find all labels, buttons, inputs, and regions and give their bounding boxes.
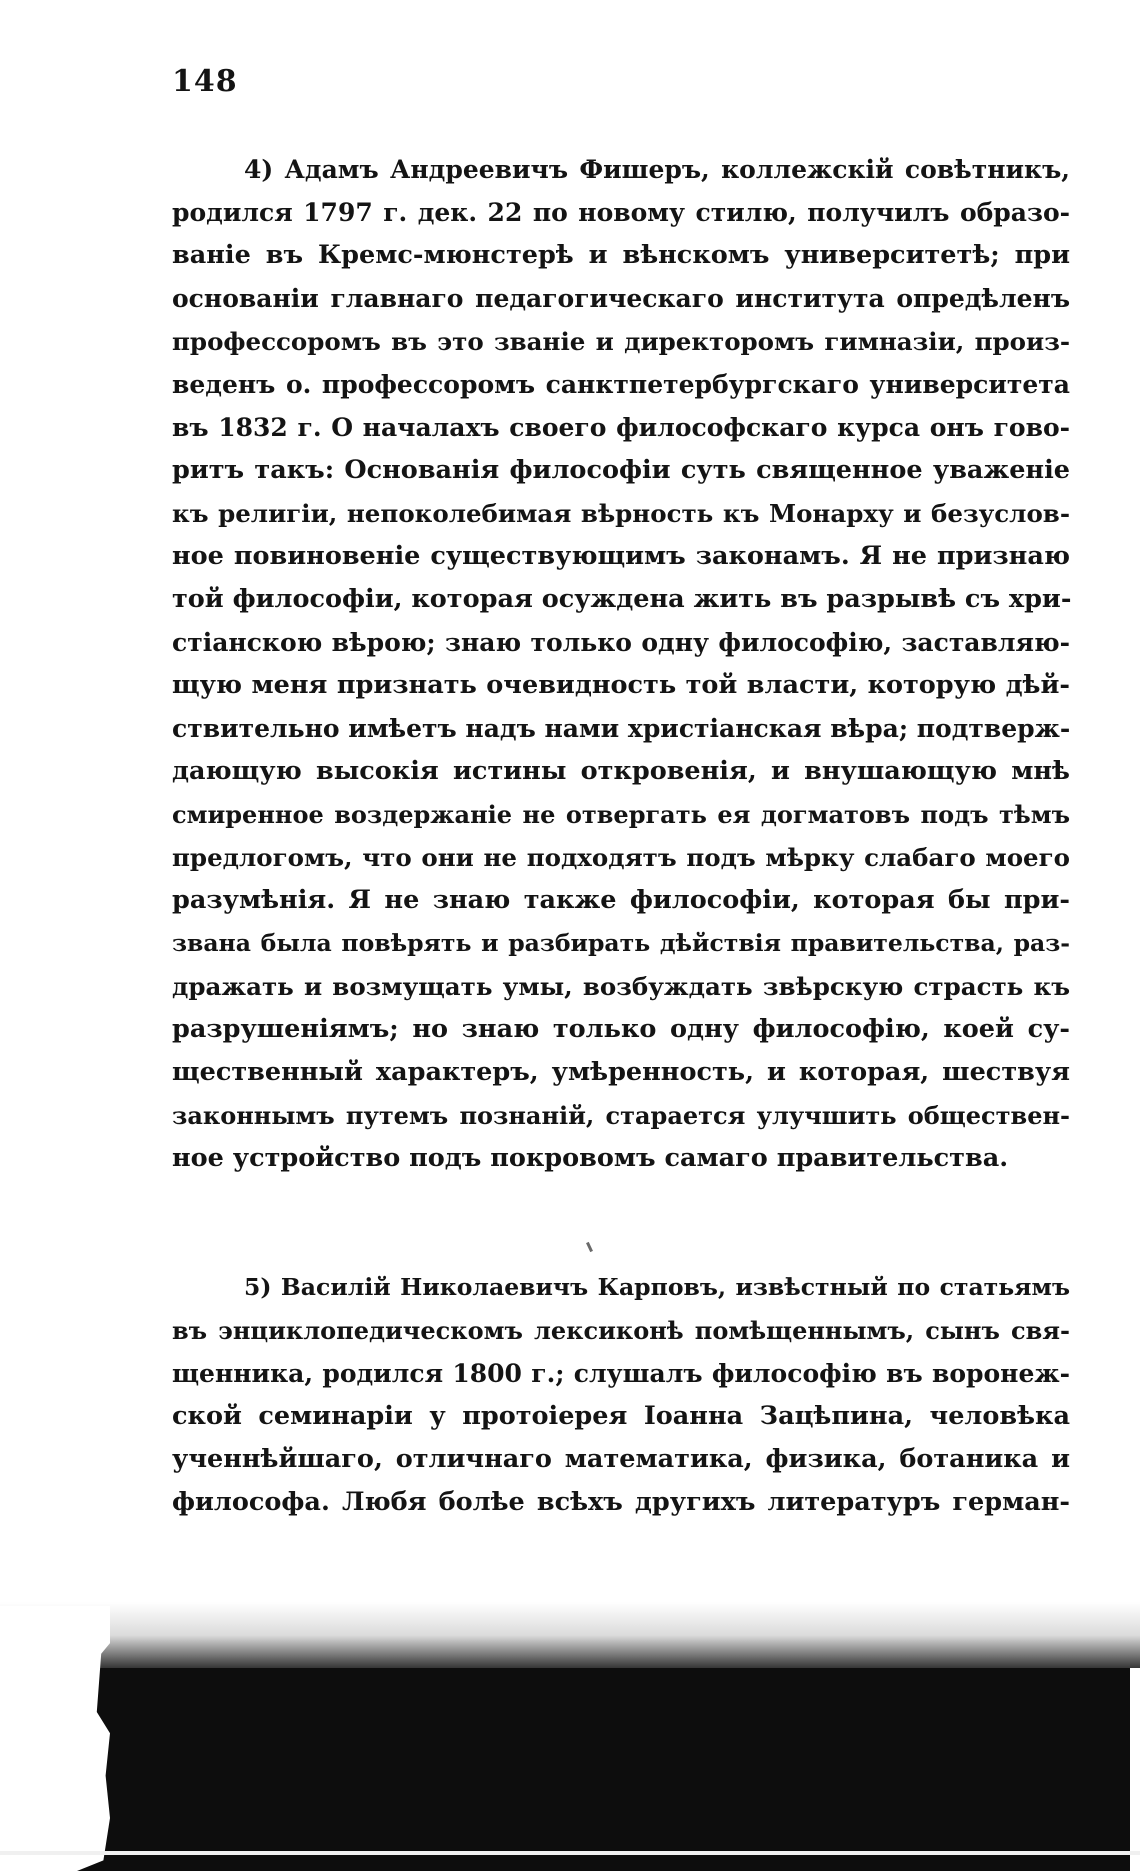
stray-mark [586,1242,593,1252]
text-line: профессоромъ въ это званіе и директоромъ гимназіи, произ- [172,327,1070,356]
text-line: въ энциклопедическомъ лексиконѣ помѣщеннымъ, сынъ свя- [172,1316,1070,1345]
text-line: той философіи, которая осуждена жить въ разрывѣ съ хри- [172,584,1072,614]
text-line: ваніе въ Кремс-мюнстерѣ и вѣнскомъ университетѣ; при [172,240,1070,270]
page-corner [0,1606,110,1871]
text-line: разумѣнія. Я не знаю также философіи, которая бы при- [172,885,1070,915]
text-line: основаніи главнаго педагогическаго института опредѣленъ [172,284,1070,313]
text-line: законнымъ путемъ познаній, старается улучшить обществен- [172,1101,1070,1130]
text-line: ное повиновеніе существующимъ законамъ. Я не признаю [172,541,1070,571]
page-right-margin [1130,1668,1140,1871]
text-line: къ религіи, непоколебимая вѣрность къ Монарху и безуслов- [172,499,1070,528]
text-line: дражать и возмущать умы, возбуждать звѣрскую страсть къ [172,972,1070,1001]
text-line: ное устройство подъ покровомъ самаго правительства. [172,1143,1009,1173]
text-line: разрушеніямъ; но знаю только одну философію, коей су- [172,1014,1070,1044]
text-line: философа. Любя болѣе всѣхъ другихъ литературъ герман- [172,1487,1070,1517]
text-line: звана была повѣрять и разбирать дѣйствія правительства, раз- [172,929,1070,957]
text-line: дающую высокія истины откровенія, и внушающую мнѣ [172,756,1070,786]
text-line: родился 1797 г. дек. 22 по новому стилю, получилъ образо- [172,198,1070,227]
text-line: ствительно имѣетъ надъ нами христіанская вѣра; подтверж- [172,714,1071,743]
scan-bottom-line [0,1851,1140,1855]
text-line: въ 1832 г. О началахъ своего философскаго курса онъ гово- [172,413,1070,442]
text-line: ученнѣйшаго, отличнаго математика, физика, ботаника и [172,1444,1070,1474]
entry-fischer [172,148,1070,1180]
text-line: щую меня признать очевидность той власти, которую дѣй- [172,670,1070,700]
text-line: предлогомъ, что они не подходятъ подъ мѣрку слабаго моего [172,843,1070,872]
text-line: щенника, родился 1800 г.; слушалъ философію въ воронеж- [172,1359,1070,1388]
text-line: 5) Василій Николаевичъ Карповъ, извѣстный по статьямъ [244,1273,1070,1301]
page-number: 148 [172,64,238,99]
text-line: ской семинаріи у протоіерея Іоанна Зацѣпина, человѣка [172,1401,1070,1431]
text-line: стіанскою вѣрою; знаю только одну философію, заставляю- [172,628,1070,657]
scan-shadow [0,1602,1140,1676]
scan-dark-edge [0,1668,1140,1871]
text-line: щественный характеръ, умѣренность, и которая, шествуя [172,1057,1070,1087]
text-line: 4) Адамъ Андреевичъ Фишеръ, коллежскій совѣтникъ, [244,155,1070,184]
text-line: смиренное воздержаніе не отвергать ея догматовъ подъ тѣмъ [172,800,1070,829]
text-line: ритъ такъ: Основанія философіи суть священное уваженіе [172,455,1070,485]
text-line: веденъ о. профессоромъ санктпетербургскаго университета [172,370,1070,399]
entry-karpov [172,1266,1070,1524]
